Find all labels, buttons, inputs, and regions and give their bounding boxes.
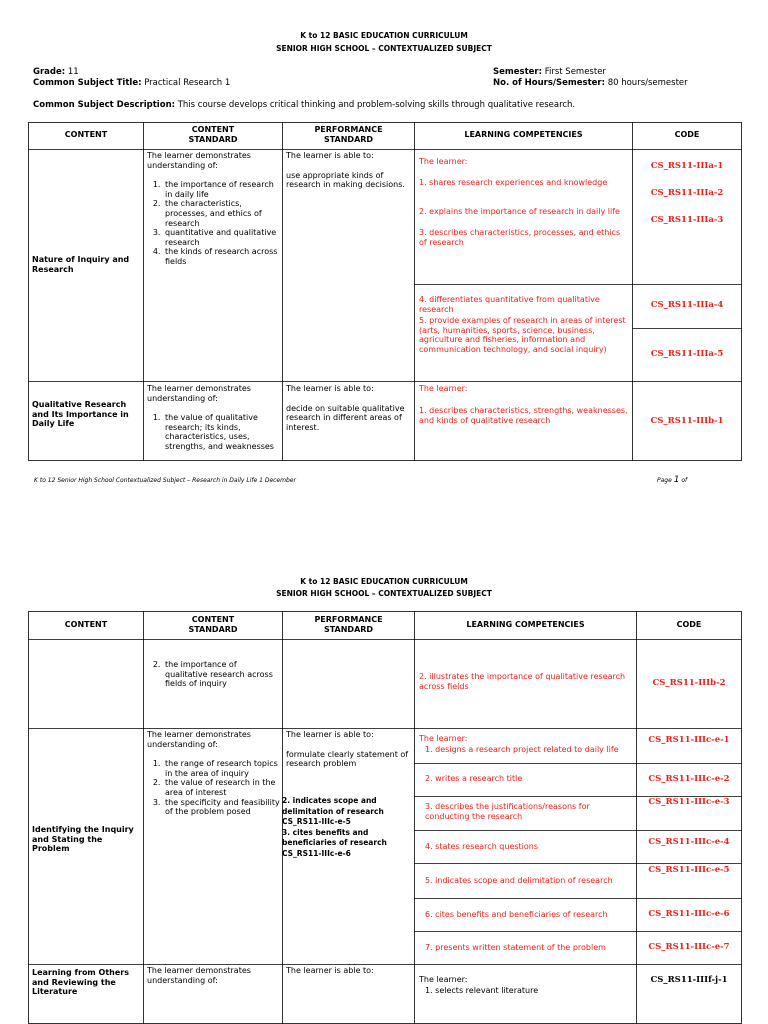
content-learning-from-others: Learning from Others and Reviewing the Literature bbox=[32, 968, 130, 997]
competency-writes-title: 2. writes a research title bbox=[425, 774, 523, 783]
performance-standard-row1 bbox=[286, 730, 412, 769]
col-header-content-standard-line2: STANDARD bbox=[188, 135, 238, 144]
footer-page-current: 1 bbox=[673, 475, 680, 485]
performance-extra-items bbox=[282, 796, 414, 859]
list-item: 3. the specificity and feasibility of the problem posed bbox=[163, 798, 280, 817]
col-header-performance-standard bbox=[283, 615, 414, 635]
hours-value: 80 hours/semester bbox=[607, 78, 688, 88]
competency-intro: The learner: bbox=[419, 975, 468, 984]
competency-qual-1: 1. describes characteristics, strengths, weaknesses, and kinds of qualitative research bbox=[419, 406, 628, 425]
content-standard-list bbox=[147, 180, 280, 266]
col-header-content-standard-line1: CONTENT bbox=[191, 125, 235, 134]
performance-text: formulate clearly statement of research problem bbox=[286, 749, 409, 769]
competency-benefits: 6. cites benefits and beneficiaries of research bbox=[425, 910, 608, 919]
subject-description-label: Common Subject Description: bbox=[33, 100, 176, 110]
footer-page-label: Page bbox=[657, 477, 672, 484]
footer-page-of: of bbox=[681, 477, 688, 484]
code-iiia-3: CS_RS11-IIIa-3 bbox=[650, 215, 724, 225]
col-header-content-standard bbox=[144, 615, 282, 635]
col-header-content-standard-line2: STANDARD bbox=[188, 625, 238, 634]
semester-label: Semester: bbox=[493, 67, 542, 77]
code-iiic-e-6: CS_RS11-IIIc-e-6 bbox=[648, 909, 730, 919]
content-standard-row1 bbox=[147, 730, 280, 817]
hours-label: No. of Hours/Semester: bbox=[493, 78, 605, 88]
competency-scope: 5. indicates scope and delimitation of research bbox=[425, 876, 613, 885]
competency-illustrates: 2. illustrates the importance of qualitative research across fields bbox=[419, 672, 626, 691]
performance-standard-row1 bbox=[286, 151, 412, 190]
curriculum-header-line1: K to 12 BASIC EDUCATION CURRICULUM bbox=[300, 31, 468, 40]
content-standard-list bbox=[147, 413, 280, 451]
code-iiic-e-5: CS_RS11-IIIc-e-5 bbox=[648, 865, 730, 875]
content-standard-intro: The learner demonstrates understanding of: bbox=[147, 730, 251, 749]
code-iiic-e-2: CS_RS11-IIIc-e-2 bbox=[648, 774, 730, 784]
col-header-code: CODE bbox=[674, 130, 700, 139]
subject-description-value: This course develops critical thinking and problem-solving skills through qualitative research. bbox=[177, 100, 576, 110]
curriculum-header-line1: K to 12 BASIC EDUCATION CURRICULUM bbox=[300, 577, 468, 586]
competency-justifications: 3. describes the justifications/reasons for conducting the research bbox=[425, 802, 590, 821]
competency-intro: The learner: bbox=[419, 384, 468, 393]
col-header-performance-line1: PERFORMANCE bbox=[314, 125, 383, 134]
code-iiib-2: CS_RS11-IIIb-2 bbox=[652, 678, 726, 688]
list-item: 3. quantitative and qualitative research bbox=[163, 228, 280, 247]
subject-title-value: Practical Research 1 bbox=[144, 78, 231, 88]
footer-left: K to 12 Senior High School Contextualized Subject – Research in Daily Life 1 December bbox=[34, 477, 296, 484]
content-standard-intro: The learner demonstrates understanding of: bbox=[147, 384, 251, 403]
performance-extra-1-code: CS_RS11-IIIc-e-5 bbox=[282, 817, 351, 826]
col-header-content-standard bbox=[144, 125, 282, 145]
curriculum-header-line2: SENIOR HIGH SCHOOL – CONTEXTUALIZED SUBJECT bbox=[276, 44, 492, 53]
col-header-content: CONTENT bbox=[64, 620, 108, 629]
competency-selects-literature: 1. selects relevant literature bbox=[425, 986, 539, 995]
col-header-learning-competencies: LEARNING COMPETENCIES bbox=[464, 130, 583, 139]
col-header-performance-line1: PERFORMANCE bbox=[314, 615, 383, 624]
list-item: 1. the importance of research in daily life bbox=[163, 180, 280, 199]
code-iiia-2: CS_RS11-IIIa-2 bbox=[650, 188, 724, 198]
competency-3: 3. describes characteristics, processes, and ethics of research bbox=[419, 228, 621, 247]
curriculum-header-line2: SENIOR HIGH SCHOOL – CONTEXTUALIZED SUBJECT bbox=[276, 589, 492, 598]
code-iiif-j-1: CS_RS11-IIIf-j-1 bbox=[650, 975, 728, 985]
content-standard-row0 bbox=[147, 660, 280, 689]
performance-text: use appropriate kinds of research in making decisions. bbox=[286, 170, 405, 190]
code-iiic-e-7: CS_RS11-IIIc-e-7 bbox=[648, 942, 730, 952]
content-standard-row1 bbox=[147, 151, 280, 267]
content-standard-list bbox=[147, 660, 280, 689]
col-header-content: CONTENT bbox=[64, 130, 108, 139]
performance-standard-row2: The learner is able to: bbox=[286, 966, 374, 975]
list-item: 1. the value of qualitative research; its kinds, characteristics, uses, strengths, and weaknesses bbox=[163, 413, 280, 451]
list-item: 1. the range of research topics in the area of inquiry bbox=[163, 759, 280, 778]
col-header-learning-competencies: LEARNING COMPETENCIES bbox=[466, 620, 585, 629]
performance-text: decide on suitable qualitative research in different areas of interest. bbox=[286, 403, 405, 432]
list-item: 2. the characteristics, processes, and ethics of research bbox=[163, 199, 280, 228]
code-iiic-e-1: CS_RS11-IIIc-e-1 bbox=[648, 735, 730, 745]
semester-value: First Semester bbox=[544, 67, 606, 77]
code-iiia-5: CS_RS11-IIIa-5 bbox=[650, 349, 724, 359]
competency-intro: The learner: bbox=[419, 734, 468, 743]
competency-designs: 1. designs a research project related to daily life bbox=[425, 745, 619, 754]
code-iiic-e-4: CS_RS11-IIIc-e-4 bbox=[648, 837, 730, 847]
content-standard-intro: The learner demonstrates understanding of: bbox=[147, 151, 251, 170]
content-standard-row2 bbox=[147, 384, 280, 452]
subject-title-label: Common Subject Title: bbox=[33, 78, 142, 88]
performance-standard-row2 bbox=[286, 384, 412, 432]
content-nature-of-inquiry: Nature of Inquiry and Research bbox=[32, 255, 130, 274]
content-qualitative-research: Qualitative Research and Its Importance in Daily Life bbox=[32, 400, 129, 429]
performance-extra-2: 3. cites benefits and beneficiaries of research bbox=[282, 827, 387, 847]
col-header-performance-standard bbox=[283, 125, 414, 145]
content-identifying-inquiry: Identifying the Inquiry and Stating the Problem bbox=[32, 825, 134, 854]
performance-intro: The learner is able to: bbox=[286, 151, 374, 160]
col-header-code: CODE bbox=[676, 620, 702, 629]
performance-intro: The learner is able to: bbox=[286, 384, 374, 393]
col-header-performance-line2: STANDARD bbox=[323, 135, 374, 144]
competency-4: 4. differentiates quantitative from qualitative research bbox=[419, 295, 600, 314]
code-iiic-e-3: CS_RS11-IIIc-e-3 bbox=[648, 797, 730, 807]
competency-2: 2. explains the importance of research in daily life bbox=[419, 207, 620, 216]
grade-value: 11 bbox=[67, 67, 79, 77]
footer-page-number bbox=[657, 475, 687, 485]
competency-problem-statement: 7. presents written statement of the problem bbox=[425, 943, 606, 952]
list-item: 4. the kinds of research across fields bbox=[163, 247, 280, 266]
competency-5: 5. provide examples of research in areas of interest (arts, humanities, sports, science, business, agriculture and fisheries, information and communication technology, and social inquiry) bbox=[419, 316, 626, 354]
col-header-performance-line2: STANDARD bbox=[323, 625, 374, 634]
list-item: 2. the importance of qualitative research across fields of inquiry bbox=[163, 660, 280, 689]
competency-intro: The learner: bbox=[419, 157, 468, 166]
code-iiia-4: CS_RS11-IIIa-4 bbox=[650, 300, 724, 310]
performance-extra-1: 2. indicates scope and delimitation of research bbox=[282, 796, 384, 816]
grade-label: Grade: bbox=[33, 67, 66, 77]
competency-1: 1. shares research experiences and knowledge bbox=[419, 178, 608, 187]
code-iiib-1: CS_RS11-IIIb-1 bbox=[650, 416, 724, 426]
competency-research-questions: 4. states research questions bbox=[425, 842, 539, 851]
performance-extra-2-code: CS_RS11-IIIc-e-6 bbox=[282, 848, 351, 858]
col-header-content-standard-line1: CONTENT bbox=[191, 615, 235, 624]
list-item: 2. the value of research in the area of interest bbox=[163, 778, 280, 797]
performance-intro: The learner is able to: bbox=[286, 730, 374, 739]
content-standard-row2: The learner demonstrates understanding of: bbox=[147, 966, 251, 985]
content-standard-list bbox=[147, 759, 280, 817]
code-iiia-1: CS_RS11-IIIa-1 bbox=[650, 161, 724, 171]
